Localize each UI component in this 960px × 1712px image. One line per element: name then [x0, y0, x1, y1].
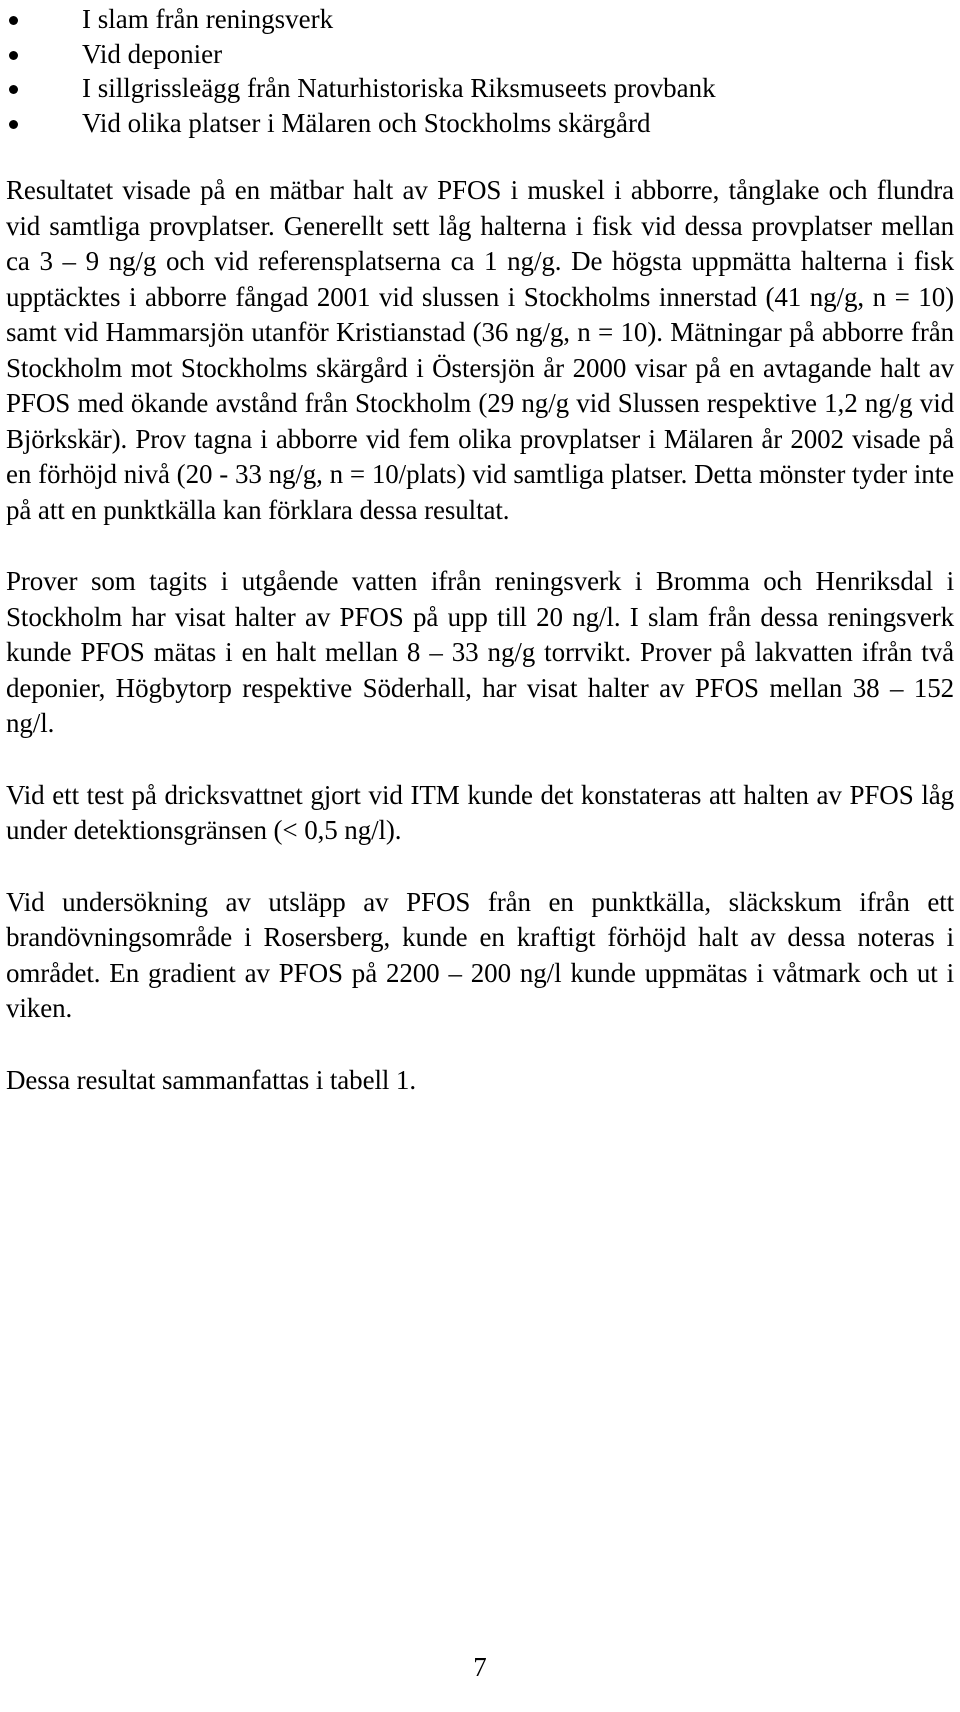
bullet-list — [6, 2, 954, 140]
paragraph-point-source: Vid undersökning av utsläpp av PFOS från en punktkälla, släckskum ifrån ett brandövningsområde i Rosersberg, kunde en kraftigt förhöjd halt av dessa noteras i området. En gradient av PFOS på 2200 – 200 ng/l kunde uppmätas i våtmark och ut i viken. — [6, 886, 954, 1023]
bullet-text: I sillgrissleägg från Naturhistoriska Riksmuseets provbank — [82, 73, 716, 103]
bullet-dot-icon — [9, 16, 18, 25]
bullet-text: Vid deponier — [82, 38, 223, 69]
bullet-dot-icon — [9, 85, 18, 94]
bullet-dot-icon — [9, 51, 18, 60]
bullet-text: Vid olika platser i Mälaren och Stockholms skärgård — [82, 107, 651, 138]
page-number: 7 — [473, 1652, 487, 1682]
paragraph-drinking-water: Vid ett test på dricksvattnet gjort vid ITM kunde det konstateras att halten av PFOS låg under detektionsgränsen (< 0,5 ng/l). — [6, 779, 954, 845]
bullet-item — [6, 2, 954, 37]
bullet-item — [6, 37, 954, 72]
bullet-dot-icon — [9, 120, 18, 129]
bullet-item — [6, 71, 954, 106]
paragraph-results: Resultatet visade på en mätbar halt av PFOS i muskel i abborre, tånglake och flundra vid samtliga provplatser. Generellt sett låg halterna i fisk vid dessa provplatser mellan ca 3 – 9 ng/g och vid referensplatserna ca 1 ng/g. De högsta uppmätta halterna i fisk upptäcktes i abborre fångad 2001 vid slussen i Stockholms innerstad (41 ng/g, n = 10) samt vid Hammarsjön utanför Kristianstad (36 ng/g, n = 10). Mätningar på abborre från Stockholm mot Stockholms skärgård i Östersjön år 2000 visar på en avtagande halt av PFOS med ökande avstånd från Stockholm (29 ng/g vid Slussen respektive 1,2 ng/g vid Björkskär). Prov tagna i abborre vid fem olika provplatser i Mälaren år 2002 visade på en förhöjd nivå (20 - 33 ng/g, n = 10/plats) vid samtliga platser. Detta mönster tyder inte på att en punktkälla kan förklara dessa resultat. — [6, 175, 954, 525]
paragraph-treatment-plants: Prover som tagits i utgående vatten ifrån reningsverk i Bromma och Henriksdal i Stockholm har visat halter av PFOS på upp till 20 ng/l. I slam från dessa reningsverk kunde PFOS mätas i en halt mellan 8 – 33 ng/g torrvikt. Prover på lakvatten ifrån två deponier, Högbytorp respektive Söderhall, har visat halter av PFOS mellan 38 – 152 ng/l. — [6, 566, 954, 738]
document-page — [6, 2, 954, 1098]
bullet-item — [6, 106, 954, 141]
bullet-text: I slam från reningsverk — [82, 4, 334, 34]
paragraph-summary: Dessa resultat sammanfattas i tabell 1. — [6, 1064, 416, 1095]
